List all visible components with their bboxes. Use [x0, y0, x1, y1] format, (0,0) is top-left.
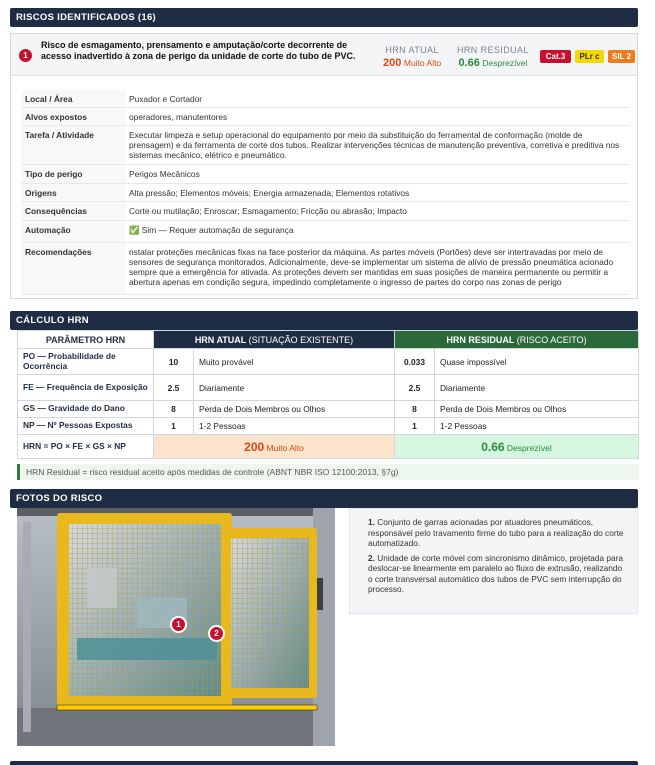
risk-number-badge: 1 — [19, 49, 32, 62]
param-label: FE — Frequência de Exposição — [18, 375, 154, 401]
detail-row — [21, 221, 629, 243]
detail-value: operadores, manutentores — [125, 108, 629, 126]
col-header-residual-bold: HRN RESIDUAL — [446, 334, 515, 345]
risk-header[interactable] — [11, 34, 637, 76]
section-header-risks: RISCOS IDENTIFICADOS (16) — [10, 8, 638, 27]
detail-key: Automação — [21, 221, 125, 243]
hrn-row-total — [18, 435, 639, 459]
col-header-residual — [395, 331, 639, 349]
detail-key: Recomendações — [21, 243, 125, 295]
col-header-param: PARÂMETRO HRN — [18, 331, 154, 349]
hrn-row-np — [18, 418, 639, 435]
col-header-atual — [154, 331, 395, 349]
detail-value: Perigos Mecânicos — [125, 165, 629, 184]
detail-key: Local / Área — [21, 90, 125, 108]
photo-captions — [349, 508, 638, 614]
atual-number: 1 — [154, 418, 194, 435]
detail-value: Puxador e Cortador — [125, 90, 629, 108]
param-label: NP — Nº Pessoas Expostas — [18, 418, 154, 435]
detail-key: Origens — [21, 184, 125, 202]
residual-text: Diariamente — [435, 375, 639, 401]
atual-number: 10 — [154, 349, 194, 375]
category-badge: Cat.3 — [540, 50, 571, 63]
detail-key: Alvos expostos — [21, 108, 125, 126]
total-residual-value: 0.66 — [481, 439, 505, 454]
section-header-calc: CÁLCULO HRN — [10, 311, 638, 330]
total-atual-value: 200 — [244, 439, 265, 454]
detail-value: Executar limpeza e setup operacional do equipamento por meio da substituição do ferramental de conformação (molde de prensagem) e da ferramenta de corte dos tubos. Realizar intervenções técnicas de manutenção preventiva, corretiva e preditiva nos sistemas mecânico, elétrico e pneumático. — [125, 126, 629, 165]
detail-value-automation: ✅ Sim — Requer automação de segurança — [125, 221, 629, 243]
atual-text: 1-2 Pessoas — [194, 418, 395, 435]
detail-row — [21, 202, 629, 221]
atual-number: 2.5 — [154, 375, 194, 401]
caption-number: 2. — [368, 552, 375, 563]
risk-photo[interactable] — [17, 508, 335, 746]
col-header-residual-light: (RISCO ACEITO) — [516, 334, 587, 345]
total-residual — [395, 435, 639, 459]
hrn-residual-label: HRN RESIDUAL — [457, 45, 529, 55]
caption-text: Conjunto de garras acionadas por atuadores pneumáticos, responsável pelo travamento firme do tubo para a realização do corte automatizado. — [368, 517, 624, 548]
detail-row — [21, 126, 629, 165]
hrn-atual-value: 200 — [383, 57, 402, 69]
atual-text: Perda de Dois Membros ou Olhos — [194, 401, 395, 418]
hrn-calc-table — [17, 330, 639, 459]
hrn-row-gs — [18, 401, 639, 418]
detail-value: Alta pressão; Elementos móveis; Energia armazenada; Elementos rotativos — [125, 184, 629, 202]
hrn-atual-summary — [383, 45, 441, 69]
caption-item-1 — [368, 517, 625, 549]
caption-item-2 — [368, 553, 625, 595]
total-atual-text: Muito Alto — [266, 442, 304, 453]
hrn-residual-value: 0.66 — [458, 57, 480, 69]
risk-card — [10, 33, 638, 299]
sil-badge: SIL 2 — [608, 50, 635, 63]
photo-marker-1[interactable]: 1 — [170, 616, 187, 633]
risk-details-table — [21, 90, 629, 295]
section-header-photos: FOTOS DO RISCO — [10, 489, 638, 508]
col-header-atual-bold: HRN ATUAL — [194, 334, 247, 345]
total-atual — [154, 435, 395, 459]
param-label: GS — Gravidade do Dano — [18, 401, 154, 418]
residual-number: 8 — [395, 401, 435, 418]
residual-note: HRN Residual = risco residual aceito após medidas de controle (ABNT NBR ISO 12100:2013, §7g) — [17, 464, 639, 480]
residual-number: 0.033 — [395, 349, 435, 375]
hrn-atual-label: HRN ATUAL — [385, 45, 439, 55]
atual-number: 8 — [154, 401, 194, 418]
hrn-residual-summary — [457, 45, 529, 69]
param-label: PO — Probabilidade de Ocorrência — [18, 349, 154, 375]
detail-key: Tarefa / Atividade — [21, 126, 125, 165]
residual-text: 1-2 Pessoas — [435, 418, 639, 435]
caption-number: 1. — [368, 517, 375, 527]
hrn-atual-text: Muito Alto — [403, 58, 442, 68]
detail-row — [21, 243, 629, 295]
detail-value: nstalar proteções mecânicas fixas na face posterior da máquina. As partes móveis (Portões) deve ser intertravadas por meio de sensores de segurança monitorados. Adicionalmente, deve-se implementar um sistema de alívio de pressão pneumática acionado sempre que a emergência for ativada. As proteções devem ser mantidas em suas posições de maneira permanente ou permitir a abertura apenas em condição segura, impedindo completamente o ingresso de partes do corpo nas zonas de perigo — [125, 243, 629, 295]
detail-row — [21, 165, 629, 184]
detail-key: Consequências — [21, 202, 125, 221]
detail-row — [21, 90, 629, 108]
total-residual-text: Desprezível — [506, 442, 552, 453]
atual-text: Diariamente — [194, 375, 395, 401]
hrn-row-po — [18, 349, 639, 375]
risk-title: Risco de esmagamento, prensamento e amputação/corte decorrente de acesso inadvertido à zona de perigo da unidade de corte do tubo de PVC. — [41, 40, 356, 61]
col-header-atual-light: (SITUAÇÃO EXISTENTE) — [248, 334, 354, 345]
residual-text: Quase impossível — [435, 349, 639, 375]
residual-number: 1 — [395, 418, 435, 435]
detail-row — [21, 184, 629, 202]
hrn-residual-text: Desprezível — [482, 58, 528, 68]
photo-marker-2[interactable]: 2 — [208, 625, 225, 642]
detail-key: Tipo de perigo — [21, 165, 125, 184]
next-section-edge — [10, 761, 638, 765]
detail-row — [21, 108, 629, 126]
residual-number: 2.5 — [395, 375, 435, 401]
atual-text: Muito provável — [194, 349, 395, 375]
formula-label: HRN = PO × FE × GS × NP — [18, 435, 154, 459]
residual-text: Perda de Dois Membros ou Olhos — [435, 401, 639, 418]
plr-badge: PLr c — [575, 50, 604, 63]
detail-value: Corte ou mutilação; Enroscar; Esmagamento; Fricção ou abrasão; Impacto — [125, 202, 629, 221]
hrn-row-fe — [18, 375, 639, 401]
caption-text: Unidade de corte móvel com sincronismo dinâmico, projetada para deslocar-se linearmente em paralelo ao fluxo de extrusão, realizando o corte transversal automático dos tubos de PVC sem interrupção do processo. — [368, 552, 624, 594]
